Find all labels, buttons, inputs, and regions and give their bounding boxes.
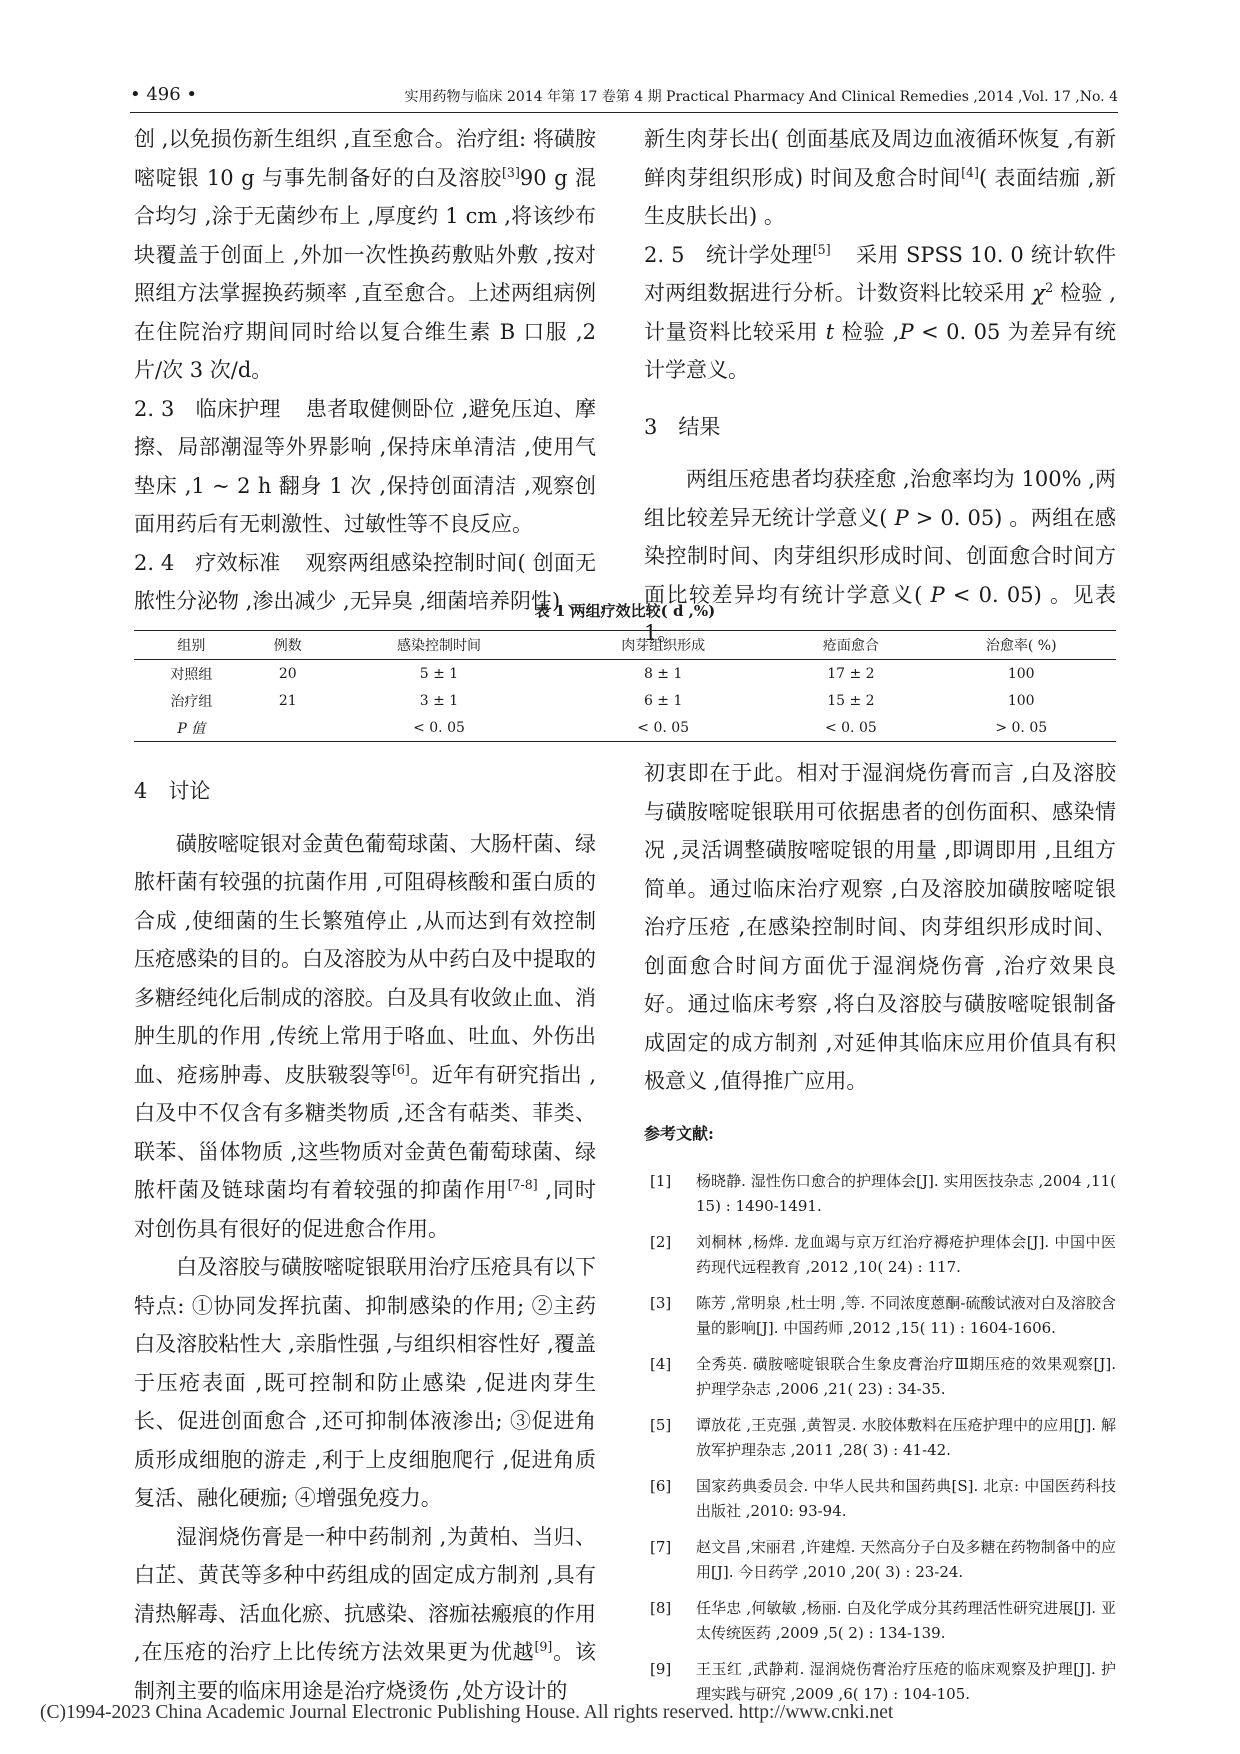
reference-item: [3] 陈芳 ,常明泉 ,杜士明 ,等. 不同浓度蒽酮-硫酸试液对白及溶胶含量的影响[J]. 中国药师 ,2012 ,15( 11) : 1604-1606. xyxy=(650,1294,1116,1337)
table-cell: < 0. 05 xyxy=(327,714,551,742)
reference-item: [5] 谭放花 ,王克强 ,黄智灵. 水胶体敷料在压疮护理中的应用[J]. 解放军护理杂志 ,2011 ,28( 3) : 41-42. xyxy=(650,1416,1116,1459)
journal-title: 实用药物与临床 2014 年第 17 卷第 4 期 Practical Pharmacy And Clinical Remedies ,2014 ,Vol. 17 ,No. 4 xyxy=(404,89,1118,105)
section-2-3: 2. 3 临床护理 患者取健侧卧位 ,避免压迫、摩擦、局部潮湿等外界影响 ,保持床单清洁 ,使用气垫床 ,1 ~ 2 h 翻身 1 次 ,保持创面清洁 ,观察创面用药后有无刺激性、过敏性等不良反应。 xyxy=(134,396,596,536)
reference-item: [1] 杨晓静. 湿性伤口愈合的护理体会[J]. 实用医技杂志 ,2004 ,11( 15) : 1490-1491. xyxy=(650,1172,1116,1215)
table-cell: 100 xyxy=(1007,692,1035,709)
table-cell: 治疗组 xyxy=(170,693,213,710)
results-table xyxy=(134,630,1116,742)
table-row xyxy=(134,687,1116,714)
table-cell xyxy=(249,714,327,742)
copyright-footer: (C)1994-2023 China Academic Journal Electronic Publishing House. All rights reserved. http://www.cnki.net xyxy=(40,1702,894,1723)
reference-list xyxy=(644,1169,1116,1707)
section-3-heading: 3 结果 xyxy=(644,414,721,439)
references-title: 参考文献: xyxy=(644,1123,714,1143)
table-cell: 对照组 xyxy=(170,666,213,683)
table-row xyxy=(134,714,1116,742)
paragraph: 新生肉芽长出( 创面基底及周边血液循环恢复 ,有新鲜肉芽组织形成) 时间及愈合时间[4]( 表面结痂 ,新生皮肤长出) 。 xyxy=(644,127,1116,228)
citation: [6] xyxy=(391,1061,410,1077)
reference-item: [7] 赵文昌 ,宋丽君 ,许建煌. 天然高分子白及多糖在药物制备中的应用[J]. 今日药学 ,2010 ,20( 3) : 23-24. xyxy=(650,1538,1116,1581)
citation: [7-8] xyxy=(507,1177,538,1192)
reference-item: [9] 王玉红 ,武静莉. 湿润烧伤膏治疗压疮的临床观察及护理[J]. 护理实践与研究 ,2009 ,6( 17) : 104-105. xyxy=(650,1660,1116,1703)
discussion-paragraph-1: 磺胺嘧啶银对金黄色葡萄球菌、大肠杆菌、绿脓杆菌有较强的抗菌作用 ,可阻碍核酸和蛋白质的合成 ,使细菌的生长繁殖停止 ,从而达到有效控制压疮感染的目的。白及溶胶为从中药白及中提取的多糖经纯化后制成的溶胶。白及具有收敛止血、消肿生肌的作用 ,传统上常用于咯血、吐血、外伤出血、疮疡肿毒、皮肤皲裂等[6]。近年有研究指出 ,白及中不仅含有多糖类物质 ,还含有萜类、菲类、联苯、甾体物质 ,这些物质对金黄色葡萄球菌、绿脓杆菌及链球菌均有着较强的抑菌作用[7-8] ,同时对创伤具有很好的促进愈合作用。 xyxy=(134,831,596,1241)
table-cell: 3 ± 1 xyxy=(419,692,459,709)
right-column-top xyxy=(644,120,1116,653)
citation: [3] xyxy=(502,164,520,180)
discussion-paragraph-3: 湿润烧伤膏是一种中药制剂 ,为黄柏、当归、白芷、黄芪等多种中药组成的固定成方制剂 ,具有清热解毒、活血化瘀、抗感染、溶痂祛瘢痕的作用 ,在压疮的治疗上比传统方法效果更为优越[9]。该制剂主要的临床用途是治疗烧烫伤 ,处方设计的 xyxy=(134,1524,596,1703)
section-2-5: 2. 5 统计学处理[5] 采用 SPSS 10. 0 统计软件对两组数据进行分析。计数资料比较采用 $\chi^2$ 检验 ,计量资料比较采用 t 检验 ,P < 0. 05 为差异有统计学意义。 xyxy=(644,241,1116,382)
right-column-bottom xyxy=(644,754,1116,1718)
table-cell: 6 ± 1 xyxy=(643,692,683,709)
table-cell: 17 ± 2 xyxy=(827,665,875,682)
reference-item: [2] 刘桐林 ,杨烨. 龙血竭与京万红治疗褥疮护理体会[J]. 中国中医药现代远程教育 ,2012 ,10( 24) : 117. xyxy=(650,1233,1116,1276)
table-caption: 表 1 两组疗效比较( d ,%) xyxy=(534,602,716,620)
citation: [4] xyxy=(961,164,979,180)
column-header: 疮面愈合 xyxy=(775,631,926,660)
paragraph: 创 ,以免损伤新生组织 ,直至愈合。治疗组: 将磺胺嘧啶银 10 g 与事先制备好的白及溶胶[3]90 g 混合均匀 ,涂于无菌纱布上 ,厚度约 1 cm ,将该纱布块覆盖于创面上 ,外加一次性换药敷贴外敷 ,按对照组方法掌握换药频率 ,直至愈合。上述两组病例在住院治疗期间同时给以复合维生素 B 口服 ,2 片/次 3 次/d。 xyxy=(134,127,596,382)
page-number: • 496 • xyxy=(130,84,198,105)
table-header-row xyxy=(134,631,1116,660)
table-cell: 8 ± 1 xyxy=(643,665,683,682)
column-header: 例数 xyxy=(249,631,327,660)
discussion-paragraph-continued: 初衷即在于此。相对于湿润烧伤膏而言 ,白及溶胶与磺胺嘧啶银联用可依据患者的创伤面积、感染情况 ,灵活调整磺胺嘧啶银的用量 ,即调即用 ,且组方简单。通过临床治疗观察 ,白及溶胶加磺胺嘧啶银治疗压疮 ,在感染控制时间、肉芽组织形成时间、创面愈合时间方面优于湿润烧伤膏 ,治疗效果良好。通过临床考察 ,将白及溶胶与磺胺嘧啶银制备成固定的成方制剂 ,对延伸其临床应用价值具有积极意义 ,值得推广应用。 xyxy=(644,761,1116,1093)
table-cell: 100 xyxy=(1007,665,1035,682)
section-4-heading: 4 讨论 xyxy=(134,779,211,803)
table-cell: 15 ± 2 xyxy=(827,692,875,709)
table-cell: < 0. 05 xyxy=(551,714,775,742)
column-header: 感染控制时间 xyxy=(327,631,551,660)
column-header: 治愈率( %) xyxy=(926,631,1116,660)
reference-item: [4] 全秀英. 磺胺嘧啶银联合生象皮膏治疗Ⅲ期压疮的效果观察[J]. 护理学杂志 ,2006 ,21( 23) : 34-35. xyxy=(650,1355,1116,1398)
discussion-paragraph-2: 白及溶胶与磺胺嘧啶银联用治疗压疮具有以下特点: ①协同发挥抗菌、抑制感染的作用; ②主药白及溶胶粘性大 ,亲脂性强 ,与组织相容性好 ,覆盖于压疮表面 ,既可控制和防止感染 ,促进肉芽生长、促进创面愈合 ,还可抑制体液渗出; ③促进角质形成细胞的游走 ,利于上皮细胞爬行 ,促进角质复活、融化硬痂; ④增强免疫力。 xyxy=(134,1255,596,1510)
column-header: 组别 xyxy=(134,631,249,660)
results-paragraph: 两组压疮患者均获痊愈 ,治愈率均为 100% ,两组比较差异无统计学意义( P > 0. 05) 。两组在感染控制时间、肉芽组织形成时间、创面愈合时间方面比较差异均有统计学意义( P < 0. 05) 。见表 1。 xyxy=(644,467,1116,645)
running-header xyxy=(130,78,1118,113)
table-cell: 21 xyxy=(278,692,297,709)
left-column-bottom xyxy=(134,772,596,1710)
table-cell: < 0. 05 xyxy=(775,714,926,742)
citation: [5] xyxy=(812,241,831,257)
citation: [9] xyxy=(534,1639,553,1654)
section-2-4: 2. 4 疗效标准 观察两组感染控制时间( 创面无脓性分泌物 ,渗出减少 ,无异臭 ,细菌培养阴性) 、 xyxy=(134,550,596,613)
table-cell: > 0. 05 xyxy=(926,714,1116,742)
table-cell: 5 ± 1 xyxy=(419,665,459,682)
table-cell: 20 xyxy=(278,665,297,682)
table-row xyxy=(134,660,1116,688)
left-column-top xyxy=(134,120,596,621)
reference-item: [6] 国家药典委员会. 中华人民共和国药典[S]. 北京: 中国医药科技出版社 ,2010: 93-94. xyxy=(650,1477,1116,1520)
column-header: 肉芽组织形成 xyxy=(551,631,775,660)
reference-item: [8] 任华忠 ,何敏敏 ,杨丽. 白及化学成分其药理活性研究进展[J]. 亚太传统医药 ,2009 ,5( 2) : 134-139. xyxy=(650,1599,1116,1642)
table-cell: P 值 xyxy=(134,714,249,742)
